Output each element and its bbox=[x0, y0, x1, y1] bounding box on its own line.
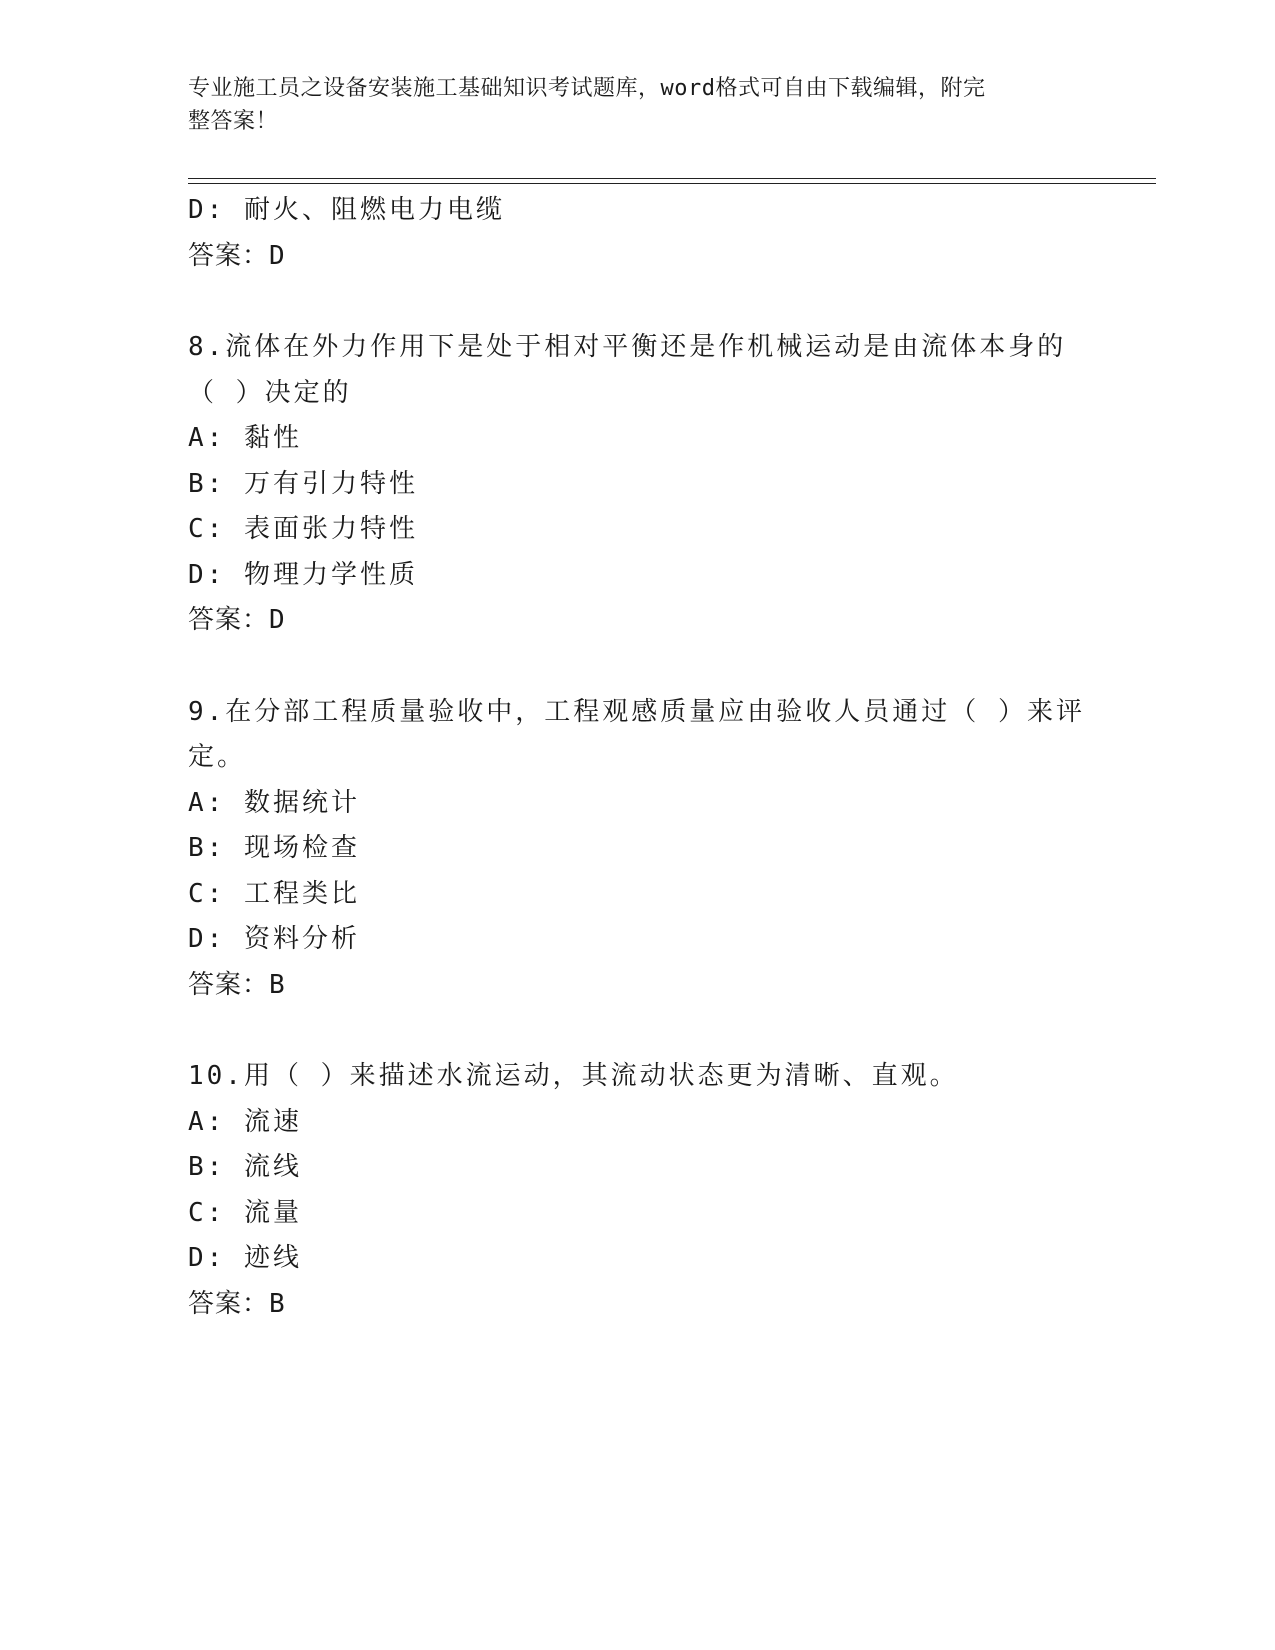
question-stem: 10.用（ ）来描述水流运动，其流动状态更为清晰、直观。 bbox=[188, 1061, 959, 1091]
question-list bbox=[188, 188, 1088, 1327]
option-b: B: 万有引力特性 bbox=[188, 468, 418, 499]
header-divider bbox=[188, 178, 1156, 179]
question-stem: 9.在分部工程质量验收中，工程观感质量应由验收人员通过（ ）来评 bbox=[188, 696, 1085, 727]
header-line-1: 专业施工员之设备安装施工基础知识考试题库，word格式可自由下载编辑，附完 bbox=[188, 76, 986, 101]
header-divider-double bbox=[188, 183, 1156, 184]
question-10 bbox=[188, 1054, 1088, 1327]
option-b: B: 现场检查 bbox=[188, 833, 360, 863]
question-stem-continued: 定。 bbox=[188, 742, 247, 772]
option-c: C: 表面张力特性 bbox=[188, 514, 418, 544]
document-header bbox=[188, 72, 1088, 138]
answer: 答案：D bbox=[188, 605, 286, 635]
option-d: D: 物理力学性质 bbox=[188, 559, 418, 590]
option-d: D: 资料分析 bbox=[188, 924, 360, 954]
question-stem-continued: （ ）决定的 bbox=[188, 377, 352, 408]
question-8 bbox=[188, 325, 1088, 644]
previous-question-tail bbox=[188, 188, 1088, 279]
option-d: D: 耐火、阻燃电力电缆 bbox=[188, 195, 505, 225]
option-d: D: 迹线 bbox=[188, 1243, 302, 1273]
option-a: A: 流速 bbox=[188, 1106, 302, 1137]
option-b: B: 流线 bbox=[188, 1152, 302, 1182]
question-9 bbox=[188, 690, 1088, 1009]
question-stem: 8.流体在外力作用下是处于相对平衡还是作机械运动是由流体本身的 bbox=[188, 332, 1067, 362]
answer: 答案：D bbox=[188, 240, 286, 271]
answer: 答案：B bbox=[188, 969, 286, 1000]
option-a: A: 黏性 bbox=[188, 423, 302, 453]
option-c: C: 工程类比 bbox=[188, 878, 360, 909]
option-a: A: 数据统计 bbox=[188, 787, 360, 818]
answer: 答案：B bbox=[188, 1288, 286, 1319]
header-line-2: 整答案！ bbox=[188, 109, 279, 134]
option-c: C: 流量 bbox=[188, 1197, 302, 1228]
